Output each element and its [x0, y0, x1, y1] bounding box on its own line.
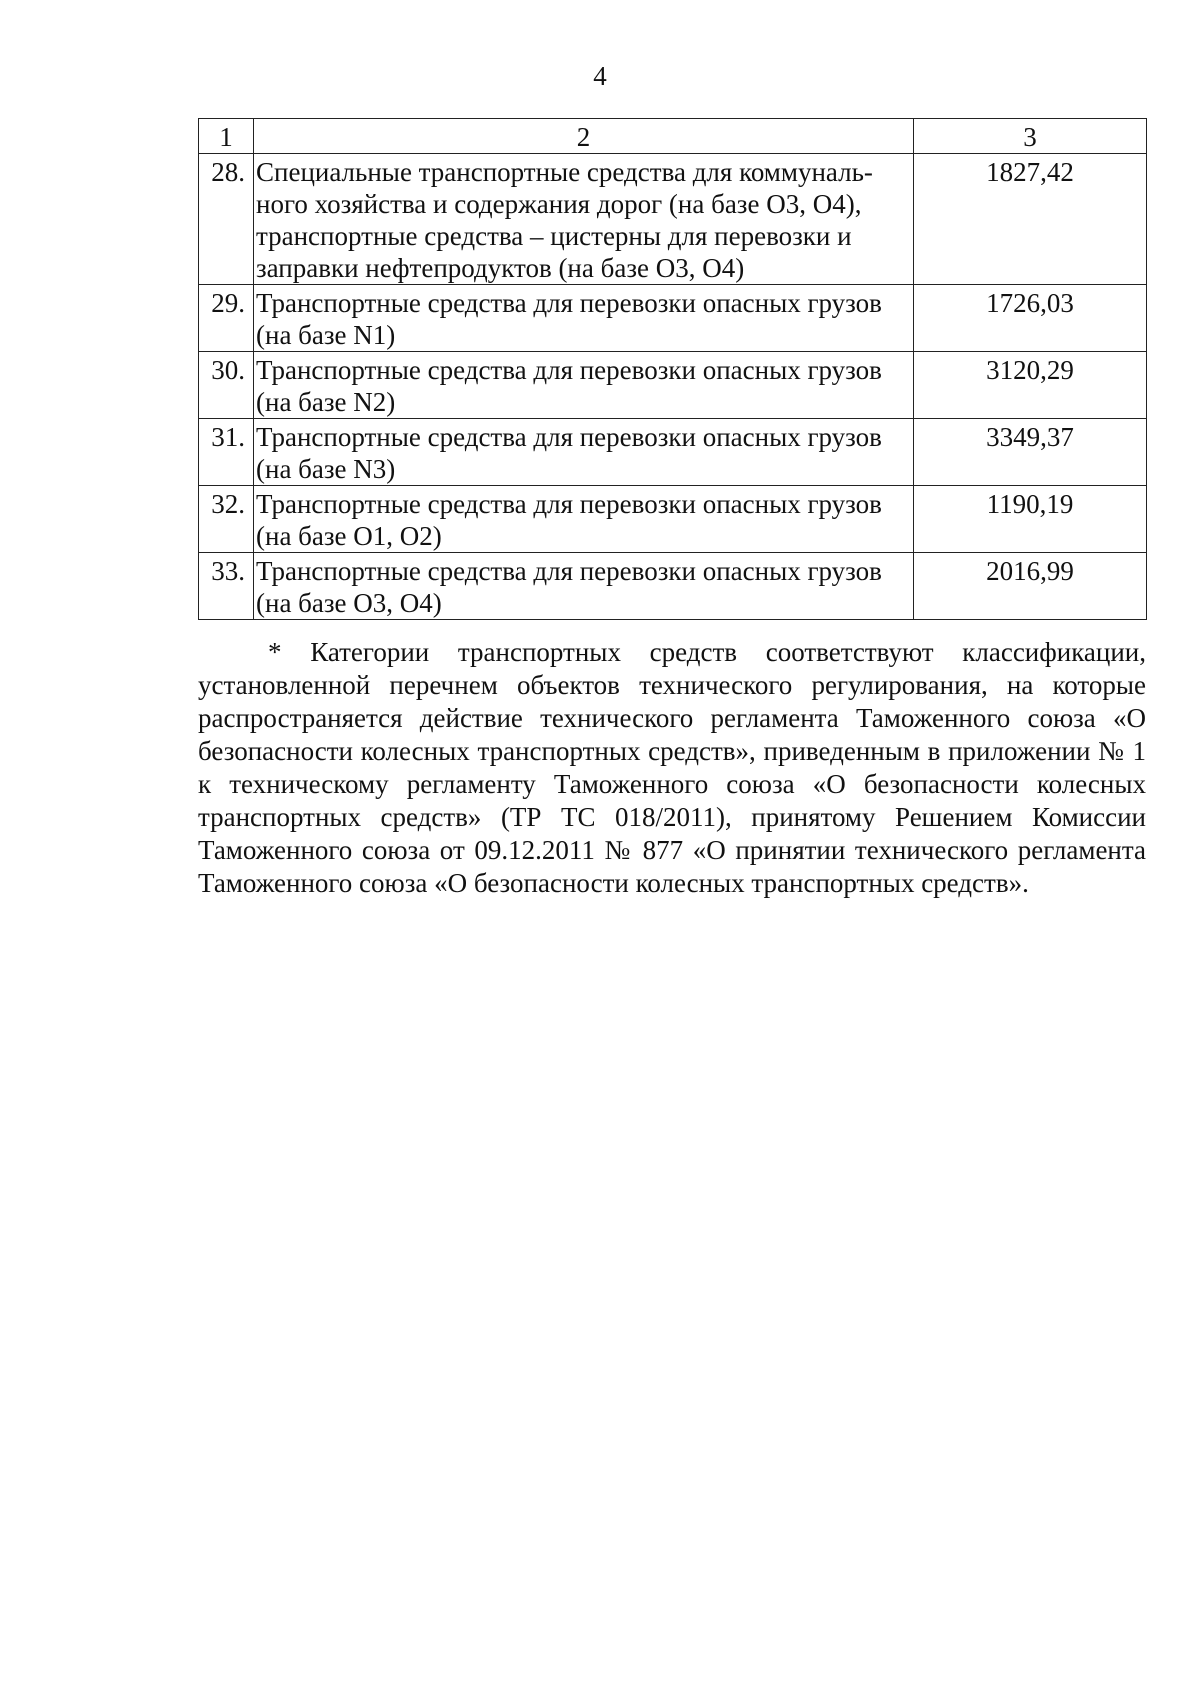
row-value: 3120,29 — [914, 352, 1147, 419]
row-name: Транспортные средства для перевозки опасных грузов (на базе O3, O4) — [254, 553, 914, 620]
column-header-name: 2 — [254, 119, 914, 154]
column-header-number: 1 — [199, 119, 254, 154]
footnote-paragraph: * Категории транспортных средств соответствуют классификации, установленной перечнем объектов технического регулирования, на которые распространяется действие технического регламента Таможенного союза «О безопасности колесных транспортных средств», приведенным в приложении № 1 к техническому регламенту Таможенного союза «О безопасности колесных транспортных средств» (ТР ТС 018/2011), принятому Решением Комиссии Таможенного союза от 09.12.2011 № 877 «О принятии технического регламента Таможенного союза «О безопасности колесных транспортных средств». — [198, 637, 1146, 898]
row-name: Транспортные средства для перевозки опасных грузов (на базе N1) — [254, 285, 914, 352]
tariff-table — [198, 118, 1147, 620]
row-number: 30. — [199, 352, 254, 419]
table-header-row — [199, 119, 1147, 154]
row-value: 1190,19 — [914, 486, 1147, 553]
row-number: 28. — [199, 154, 254, 285]
table-row — [199, 352, 1147, 419]
row-name: Специальные транспортные средства для коммуналь-ного хозяйства и содержания дорог (на базе O3, O4), транспортные средства – цистерны для перевозки и заправки нефтепродуктов (на базе O3, O4) — [254, 154, 914, 285]
row-number: 29. — [199, 285, 254, 352]
row-value: 3349,37 — [914, 419, 1147, 486]
table-row — [199, 154, 1147, 285]
page-number: 4 — [593, 61, 607, 91]
row-value: 1827,42 — [914, 154, 1147, 285]
table-row — [199, 486, 1147, 553]
row-name: Транспортные средства для перевозки опасных грузов (на базе N2) — [254, 352, 914, 419]
table-row — [199, 285, 1147, 352]
row-name: Транспортные средства для перевозки опасных грузов (на базе N3) — [254, 419, 914, 486]
row-number: 33. — [199, 553, 254, 620]
row-name: Транспортные средства для перевозки опасных грузов (на базе O1, O2) — [254, 486, 914, 553]
row-number: 31. — [199, 419, 254, 486]
column-header-value: 3 — [914, 119, 1147, 154]
row-number: 32. — [199, 486, 254, 553]
table-row — [199, 419, 1147, 486]
row-value: 2016,99 — [914, 553, 1147, 620]
row-value: 1726,03 — [914, 285, 1147, 352]
table-row — [199, 553, 1147, 620]
